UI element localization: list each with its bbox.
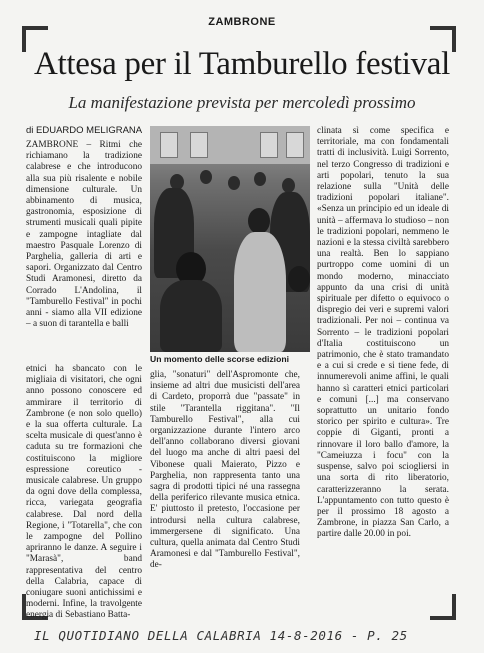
handwritten-source-note: IL QUOTIDIANO DELLA CALABRIA 14-8-2016 - P. 25 <box>34 628 408 643</box>
article-kicker: ZAMBRONE <box>208 16 276 28</box>
article-paragraph: clinata sì come specifica e territoriale, ma con fondamentali tratti di inclusività. Luigi Sorrento, nel terzo Congresso di tradizioni e arti popolari, tenuto la sua relazione sulla "Unità delle tradizioni popolari italiane". «Senza un principio ed un ideale di unità – affermava lo studioso – non le tradizioni popolari, nemmeno le nazioni e la stessa civiltà sarebbero una realtà. Ben lo sappiano purtroppo come uomini di un mondo moderno, minacciato appunto da una crisi di unità spirituale per difetto o equivoco o dispregio dei veri e supremi valori tradizionali. Per noi – continua va Sorrento – le tradizioni popolari d'Italia costituiscono un patrimonio, che è stato tramandato e a cui si crede e si tiene fede, di innumerevoli anime affini, le quali hanno sì caratteri etnici particolari e comuni [...] ma conservano soprattutto un unitario fondo storico per spirito e cultura». Tre coppie di Giganti, pronti a rinnovare il loro ballo d'amore, la "Cameiuzza i focu" con la suspense, salvo poi sciogliersi in una sorta di rito liberatorio, caratterizzeranno la serata. L'appuntamento con tutto questo è per il prossimo 18 agosto a Zambrone, in piazza San Carlo, a partire dalle 20.00 in poi. <box>317 126 449 540</box>
article-column-1-bottom <box>26 364 142 621</box>
article-column-2 <box>150 370 300 612</box>
article-paragraph: glia, "sonaturi" dell'Aspromonte che, insieme ad altri due musicisti dell'area di Cardeto, proporrà due "passate" in stile "Tarantella riggitana". "Il Tamburello Festival", alla cui organizzazione durante l'intero arco dell'anno collaborano diversi giovani del luogo ma anche di altri paesi del Vibonese quali Maierato, Pizzo e Parghelia, non rappresenta tanto una sagra di prodotti tipici né una rassegna della periferico rilevante musica etnica. E' piuttosto il pretesto, l'occasione per introdursi nella cultura calabrese, immergersene di significato. Una cultura, quella animata dal Centro Studi Aramonesi e dal "Tamburello Festival", de- <box>150 370 300 571</box>
article-column-1-top <box>26 140 142 354</box>
article-column-3 <box>317 126 449 596</box>
crop-mark-bottom-right <box>430 594 456 620</box>
photo-caption: Un momento delle scorse edizioni <box>150 354 289 364</box>
article-title: Attesa per il Tamburello festival <box>33 46 451 82</box>
article-paragraph: ZAMBRONE – Ritmi che richiamano la tradizione calabrese e che introducono alla sua più risalente e nobile dimensione culturale. Un abbinamento di musica, gastronomia, esposizione di strumenti musicali quali pipite e zampogne intagliate dal maestro Pasquale Lorenzo di Parghelia, galleria di arti e sapori. Organizzato dal Centro Studi Aramonesi, diretto da Corrado L'Andolina, il "Tamburello Festival" in pochi anni - siamo alla VII edizione – a suon di tarantella e balli <box>26 140 142 330</box>
article-photo <box>150 126 310 352</box>
article-byline: di EDUARDO MELIGRANA <box>26 125 143 136</box>
article-paragraph: etnici ha sbancato con le migliaia di visitatori, che ogni anno possono conoscere ed ammirare il territorio di Zambrone (e non solo quello) e la sua offerta culturale. La scelta musicale di quest'anno è caduta su tre formazioni che costituiscono la migliore espressione coreutico - musicale calabrese. Un gruppo da ogni dove della complessa, ricca, variegata geografia calabrese. Dal nord della Regione, i "Totarella", che con le zampogne del Pollino apriranno le danze. A seguire i "Marasà", band rappresentativa del centro della Calabria, capace di coniugare suoni antichissimi e moderni. Infine, la travolgente energia di Sebastiano Batta- <box>26 364 142 621</box>
article-subtitle: La manifestazione prevista per mercoledì prossimo <box>68 93 416 112</box>
